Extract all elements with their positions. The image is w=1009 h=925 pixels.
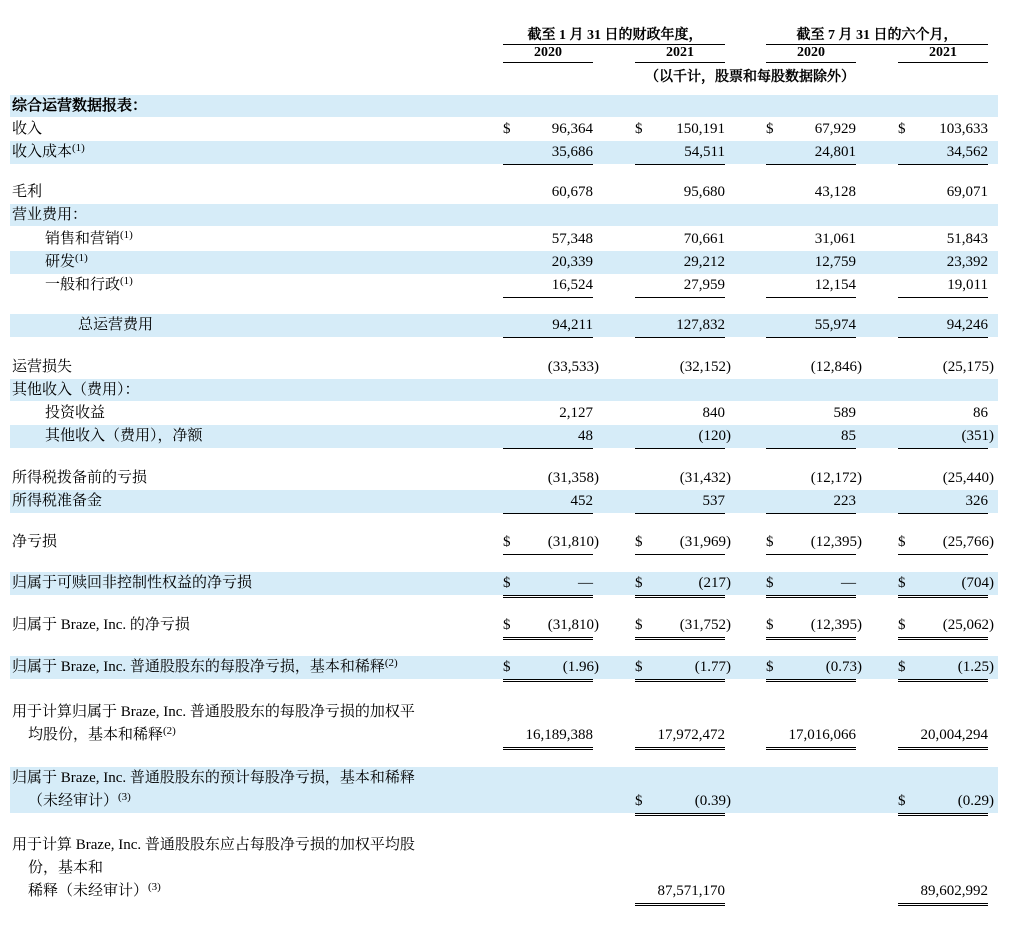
value-cell: 12,154 xyxy=(814,277,856,293)
value-cell: (25,766) xyxy=(942,534,994,550)
value-cell: 16,524 xyxy=(551,277,593,293)
value-cell: (1.25) xyxy=(957,659,994,675)
currency-symbol: $ xyxy=(635,617,643,633)
value-cell: 67,929 xyxy=(814,121,856,137)
currency-symbol: $ xyxy=(635,534,643,550)
value-cell: 29,212 xyxy=(683,254,725,270)
row-label-text: 稀释（未经审计） xyxy=(28,883,149,899)
currency-symbol: $ xyxy=(766,575,774,591)
section-title-row xyxy=(0,95,1009,118)
table-row xyxy=(0,228,1009,251)
value-cell: 43,128 xyxy=(814,184,856,200)
value-cell: 51,843 xyxy=(946,231,988,247)
value-cell: (31,969) xyxy=(679,534,731,550)
row-label-text: （未经审计） xyxy=(28,793,119,809)
value-cell: 69,071 xyxy=(946,184,988,200)
value-cell: (32,152) xyxy=(679,359,731,375)
value-cell: 24,801 xyxy=(814,144,856,160)
row-label-line-1: 用于计算 Braze, Inc. 普通股股东应占每股净亏损的加权平均股 xyxy=(12,837,415,853)
value-cell: 17,016,066 xyxy=(788,727,856,743)
currency-symbol: $ xyxy=(898,575,906,591)
row-label: 运营损失 xyxy=(12,359,73,375)
currency-symbol: $ xyxy=(503,659,511,675)
year-col-1: 2020 xyxy=(534,45,562,60)
footnote-ref: (3) xyxy=(148,881,161,893)
table-row xyxy=(0,767,1009,813)
value-cell: (31,432) xyxy=(679,470,731,486)
value-cell: (31,810) xyxy=(547,534,599,550)
value-cell: (0.73) xyxy=(825,659,862,675)
footnote-ref: (1) xyxy=(120,229,133,241)
value-cell: (12,846) xyxy=(810,359,862,375)
currency-symbol: $ xyxy=(635,121,643,137)
value-cell: 55,974 xyxy=(814,317,856,333)
currency-symbol: $ xyxy=(635,793,643,809)
value-cell: 127,832 xyxy=(676,317,725,333)
currency-symbol: $ xyxy=(503,534,511,550)
table-row xyxy=(0,251,1009,274)
value-cell: (704) xyxy=(961,575,994,591)
table-row xyxy=(0,402,1009,425)
row-label xyxy=(45,251,88,274)
value-cell: 94,211 xyxy=(552,317,593,333)
section-title: 综合运营数据报表： xyxy=(12,98,148,114)
row-label xyxy=(12,656,398,679)
value-cell: 150,191 xyxy=(676,121,725,137)
table-row xyxy=(0,467,1009,490)
currency-symbol: $ xyxy=(898,793,906,809)
value-cell: (351) xyxy=(961,428,994,444)
row-label-text: 一般和行政 xyxy=(45,277,121,293)
table-row xyxy=(0,141,1009,164)
value-cell: 2,127 xyxy=(559,405,593,421)
six-month-header: 截至 7 月 31 日的六个月， xyxy=(796,28,958,43)
row-label-text: 收入成本 xyxy=(12,144,73,160)
row-label xyxy=(45,228,133,251)
value-cell: (12,395) xyxy=(810,617,862,633)
value-cell: (1.77) xyxy=(694,659,731,675)
table-row xyxy=(0,701,1009,747)
table-row xyxy=(0,614,1009,637)
value-cell: 31,061 xyxy=(814,231,856,247)
value-cell: 452 xyxy=(570,493,593,509)
value-cell: (31,752) xyxy=(679,617,731,633)
year-col-3: 2020 xyxy=(797,45,825,60)
row-label xyxy=(45,274,133,297)
row-label-line-1: 归属于 Braze, Inc. 普通股股东的预计每股净亏损，基本和稀释 xyxy=(12,770,415,786)
currency-symbol: $ xyxy=(898,659,906,675)
value-cell: 87,571,170 xyxy=(657,883,725,899)
footnote-ref: (2) xyxy=(384,657,398,669)
footnote-ref: (3) xyxy=(118,791,131,803)
row-label: 收入 xyxy=(12,121,43,137)
value-cell: (0.39) xyxy=(694,793,731,809)
value-cell: (0.29) xyxy=(957,793,994,809)
currency-symbol: $ xyxy=(503,121,511,137)
value-cell: 326 xyxy=(965,493,988,509)
value-cell: 537 xyxy=(702,493,725,509)
currency-symbol: $ xyxy=(766,121,774,137)
year-col-4: 2021 xyxy=(929,45,957,60)
value-cell: 16,189,388 xyxy=(525,727,593,743)
value-cell: (31,810) xyxy=(547,617,599,633)
value-cell: 35,686 xyxy=(551,144,593,160)
row-label-text: 销售和营销 xyxy=(45,231,121,247)
value-cell: (25,440) xyxy=(942,470,994,486)
value-cell: 19,011 xyxy=(947,277,988,293)
footnote-ref: (1) xyxy=(72,142,85,154)
fiscal-year-header: 截至 1 月 31 日的财政年度， xyxy=(527,28,703,43)
currency-symbol: $ xyxy=(898,121,906,137)
currency-symbol: $ xyxy=(766,659,774,675)
table-row xyxy=(0,356,1009,379)
row-label-text: 均股份，基本和稀释 xyxy=(28,727,164,743)
row-label: 所得税准备金 xyxy=(12,493,103,509)
value-cell: (25,062) xyxy=(942,617,994,633)
value-cell: 223 xyxy=(833,493,856,509)
table-row xyxy=(0,204,1009,227)
row-label: 营业费用： xyxy=(12,207,88,223)
value-cell: (33,533) xyxy=(547,359,599,375)
units-note: （以千计，股票和每股数据除外） xyxy=(645,70,855,85)
table-row xyxy=(0,834,1009,903)
year-rule-3 xyxy=(766,62,856,63)
row-label-text: 研发 xyxy=(45,254,76,270)
row-label: 净亏损 xyxy=(12,534,58,550)
value-cell: 27,959 xyxy=(683,277,725,293)
value-cell: 840 xyxy=(702,405,725,421)
value-cell: 96,364 xyxy=(551,121,593,137)
value-cell: 12,759 xyxy=(814,254,856,270)
row-label: 毛利 xyxy=(12,184,43,200)
value-cell: 85 xyxy=(841,428,856,444)
table-row xyxy=(0,572,1009,595)
value-cell: (12,395) xyxy=(810,534,862,550)
row-label: 投资收益 xyxy=(45,405,106,421)
currency-symbol: $ xyxy=(503,617,511,633)
table-row xyxy=(0,425,1009,448)
table-row xyxy=(0,181,1009,204)
table-row xyxy=(0,314,1009,337)
value-cell: (120) xyxy=(698,428,731,444)
value-cell: 48 xyxy=(578,428,593,444)
year-rule-1 xyxy=(503,62,593,63)
value-cell: 60,678 xyxy=(551,184,593,200)
row-label: 其他收入（费用）： xyxy=(12,382,140,398)
currency-symbol: $ xyxy=(766,617,774,633)
table-row xyxy=(0,118,1009,141)
table-row xyxy=(0,531,1009,554)
table-row xyxy=(0,274,1009,297)
value-cell: — xyxy=(841,575,856,591)
value-cell: 70,661 xyxy=(683,231,725,247)
value-cell: 20,004,294 xyxy=(920,727,988,743)
value-cell: 57,348 xyxy=(551,231,593,247)
row-label: 归属于可赎回非控制性权益的净亏损 xyxy=(12,575,253,591)
currency-symbol: $ xyxy=(635,575,643,591)
year-rule-4 xyxy=(898,62,988,63)
row-label-text: 归属于 Braze, Inc. 普通股股东的每股净亏损，基本和稀释 xyxy=(12,659,385,675)
table-row xyxy=(0,490,1009,513)
year-rule-2 xyxy=(635,62,725,63)
value-cell: 34,562 xyxy=(946,144,988,160)
value-cell: — xyxy=(578,575,593,591)
row-label-line-1: 用于计算归属于 Braze, Inc. 普通股股东的每股净亏损的加权平 xyxy=(12,704,415,720)
value-cell: 103,633 xyxy=(939,121,988,137)
footnote-ref: (2) xyxy=(163,725,176,737)
row-label: 所得税拨备前的亏损 xyxy=(12,470,148,486)
value-cell: 54,511 xyxy=(684,144,725,160)
value-cell: (1.96) xyxy=(562,659,599,675)
value-cell: (12,172) xyxy=(810,470,862,486)
value-cell: 23,392 xyxy=(946,254,988,270)
row-label-line-2 xyxy=(28,724,176,747)
value-cell: 589 xyxy=(833,405,856,421)
footnote-ref: (1) xyxy=(120,275,133,287)
row-label-line-2 xyxy=(28,790,131,813)
value-cell: 89,602,992 xyxy=(920,883,988,899)
value-cell: 94,246 xyxy=(946,317,988,333)
currency-symbol: $ xyxy=(766,534,774,550)
row-label: 归属于 Braze, Inc. 的净亏损 xyxy=(12,617,190,633)
row-label-line-2: 份，基本和 xyxy=(28,860,104,876)
row-label: 其他收入（费用），净额 xyxy=(45,428,203,444)
value-cell: (25,175) xyxy=(942,359,994,375)
value-cell: (217) xyxy=(698,575,731,591)
footnote-ref: (1) xyxy=(75,252,88,264)
row-label: 总运营费用 xyxy=(78,317,154,333)
currency-symbol: $ xyxy=(898,617,906,633)
value-cell: 95,680 xyxy=(683,184,725,200)
value-cell: 17,972,472 xyxy=(657,727,725,743)
value-cell: (31,358) xyxy=(547,470,599,486)
table-row xyxy=(0,379,1009,402)
row-label-line-3 xyxy=(28,880,161,903)
year-col-2: 2021 xyxy=(666,45,694,60)
table-row xyxy=(0,656,1009,679)
currency-symbol: $ xyxy=(503,575,511,591)
currency-symbol: $ xyxy=(898,534,906,550)
value-cell: 86 xyxy=(973,405,988,421)
row-label xyxy=(12,141,85,164)
currency-symbol: $ xyxy=(635,659,643,675)
value-cell: 20,339 xyxy=(551,254,593,270)
